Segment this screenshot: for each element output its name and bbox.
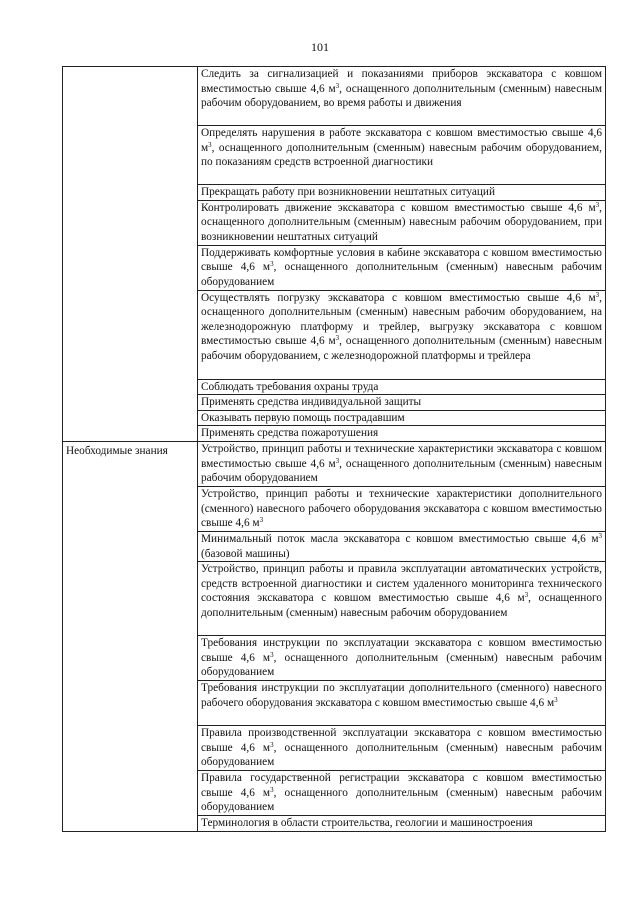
knowledge-cell: Терминология в области строительства, геологии и машиностроения — [198, 816, 606, 832]
skill-cell: Следить за сигнализацией и показаниями приборов экскаватора с ковшом вместимостью свыше 4,6 $м^3$, оснащенного дополнительным (сменным) навесным рабочим оборудованием, во время работы и движения — [198, 67, 606, 126]
knowledge-cell: Устройство, принцип работы и технические характеристики экскаватора с ковшом вместимостью свыше 4,6 $м^3$, оснащенного дополнительным (сменным) навесным рабочим оборудованием — [198, 441, 606, 486]
table-row — [63, 67, 606, 126]
page-number: 101 — [311, 40, 329, 54]
knowledge-label-cell — [63, 441, 198, 831]
requirements-table — [62, 66, 606, 832]
knowledge-cell: Правила государственной регистрации экскаватора с ковшом вместимостью свыше 4,6 $м^3$, оснащенного дополнительным (сменным) навесным рабочим оборудованием — [198, 771, 606, 816]
skill-cell: Поддерживать комфортные условия в кабине экскаватора с ковшом вместимостью свыше 4,6 $м^3$, оснащенного дополнительным (сменным) навесным рабочим оборудованием — [198, 245, 606, 290]
skill-cell: Применять средства индивидуальной защиты — [198, 395, 606, 411]
skill-cell: Применять средства пожаротушения — [198, 426, 606, 442]
knowledge-cell: Устройство, принцип работы и технические характеристики дополнительного (сменного) навесного рабочего оборудования экскаватора с ковшом вместимостью свыше 4,6 $м^3$ — [198, 486, 606, 531]
skill-cell: Контролировать движение экскаватора с ковшом вместимостью свыше 4,6 $м^3$, оснащенного дополнительным (сменным) навесным рабочим оборудованием, при возникновении нештатных ситуаций — [198, 200, 606, 245]
skill-cell: Оказывать первую помощь пострадавшим — [198, 410, 606, 426]
knowledge-cell: Правила производственной эксплуатации экскаватора с ковшом вместимостью свыше 4,6 $м^3$, оснащенного дополнительным (сменным) навесным рабочим оборудованием — [198, 726, 606, 771]
skill-cell: Соблюдать требования охраны труда — [198, 379, 606, 395]
table-row — [63, 441, 606, 486]
knowledge-cell: Устройство, принцип работы и правила эксплуатации автоматических устройств, средств встроенной диагностики и систем удаленного мониторинга технического состояния экскаватора с ковшом вместимостью свыше 4,6 $м^3$, оснащенного дополнительным (сменным) навесным рабочим оборудованием — [198, 562, 606, 636]
skill-cell: Осуществлять погрузку экскаватора с ковшом вместимостью свыше 4,6 $м^3$, оснащенного дополнительным (сменным) навесным рабочим оборудованием, на железнодорожную платформу и трейлер, выгрузку экскаватора с ковшом вместимостью свыше 4,6 $м^3$, оснащенного дополнительным (сменным) навесным рабочим оборудованием, с железнодорожной платформы и трейлера — [198, 290, 606, 379]
knowledge-cell: Требования инструкции по эксплуатации дополнительного (сменного) навесного рабочего оборудования экскаватора с ковшом вместимостью свыше 4,6 $м^3$ — [198, 681, 606, 726]
section-label: Необходимые знания — [66, 444, 168, 457]
skill-cell: Определять нарушения в работе экскаватора с ковшом вместимостью свыше 4,6 $м^3$, оснащенного дополнительным (сменным) навесным рабочим оборудованием, по показаниям средств встроенной диагностики — [198, 126, 606, 185]
skill-cell: Прекращать работу при возникновении нештатных ситуаций — [198, 185, 606, 201]
skills-label-cell — [63, 67, 198, 442]
knowledge-cell: Минимальный поток масла экскаватора с ковшом вместимостью свыше 4,6 $м^3$ (базовой машины) — [198, 531, 606, 561]
knowledge-cell: Требования инструкции по эксплуатации экскаватора с ковшом вместимостью свыше 4,6 $м^3$, оснащенного дополнительным (сменным) навесным рабочим оборудованием — [198, 636, 606, 681]
